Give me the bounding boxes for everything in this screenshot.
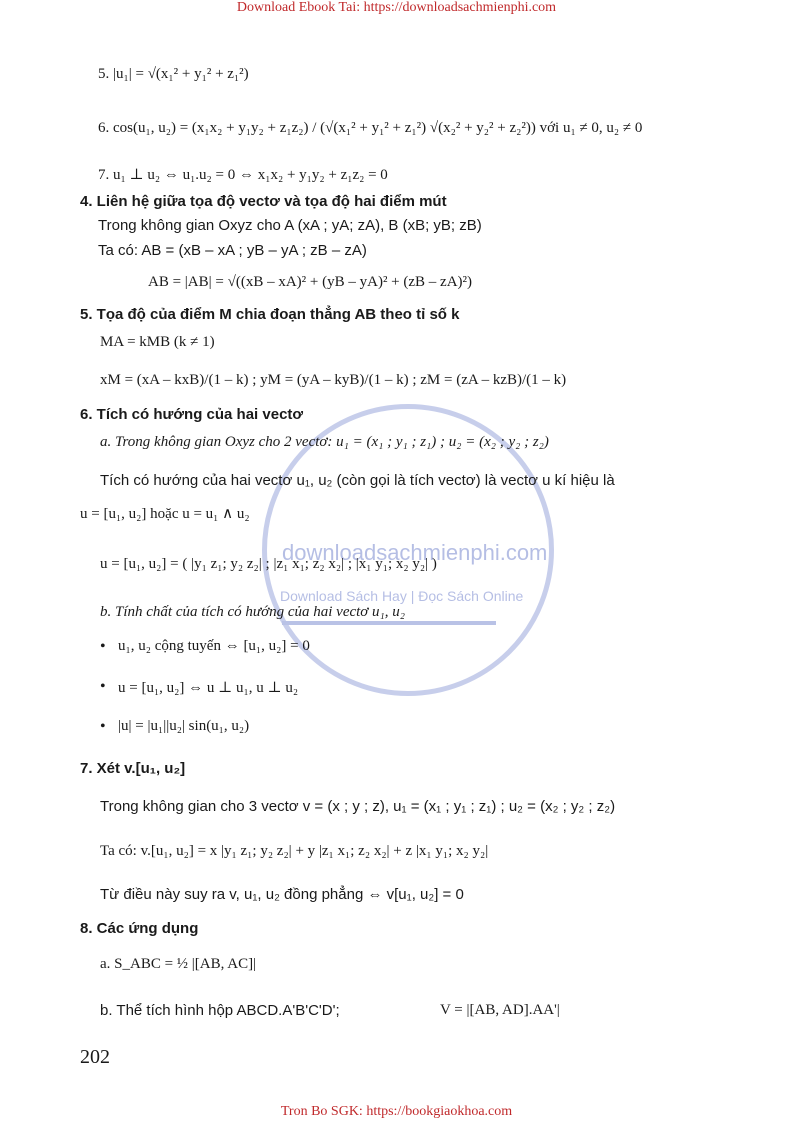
section-5-title: 5. Tọa độ của điểm M chia đoạn thẳng AB theo tỉ số k: [80, 306, 460, 323]
section-7-line-3: Từ điều này suy ra v, u₁, u₂ đồng phẳng ⇔ v[u₁, u₂] = 0: [100, 886, 464, 903]
bullet-1: •: [100, 638, 106, 655]
section-6-title: 6. Tích có hướng của hai vectơ: [80, 406, 304, 423]
section-6-property-2: u = [u₁, u₂] ⇔ u ⊥ u₁, u ⊥ u₂: [118, 680, 299, 696]
watermark-site: downloadsachmienphi.com: [282, 540, 548, 565]
section-5-line-2: xM = (xA – kxB)/(1 – k) ; yM = (yA – kyB)/(1 – k) ; zM = (zA – kzB)/(1 – k): [100, 372, 567, 388]
section-5-line-1: MA = kMB (k ≠ 1): [100, 334, 215, 350]
section-7-line-1: Trong không gian cho 3 vectơ v = (x ; y ; z), u₁ = (x₁ ; y₁ ; z₁) ; u₂ = (x₂ ; y₂ ; z₂): [100, 798, 616, 815]
section-6-line-3: u = [u₁, u₂] = ( |y₁ z₁; y₂ z₂| ; |z₁ x₁; z₂ x₂| ; |x₁ y₁; x₂ y₂| ): [100, 556, 437, 572]
bullet-2: •: [100, 678, 106, 695]
formula-7: 7. u₁ ⊥ u₂ ⇔ u₁.u₂ = 0 ⇔ x₁x₂ + y₁y₂ + z₁z₂ = 0: [98, 167, 388, 183]
section-6-property-1: u₁, u₂ cộng tuyến ⇔ [u₁, u₂] = 0: [118, 638, 310, 654]
watermark-tagline: Download Sách Hay | Đọc Sách Online: [280, 588, 524, 604]
bullet-3: •: [100, 718, 106, 735]
section-8-b-label: b. Thể tích hình hộp ABCD.A'B'C'D';: [100, 1002, 340, 1019]
section-7-line-2: Ta có: v.[u₁, u₂] = x |y₁ z₁; y₂ z₂| + y |z₁ x₁; z₂ x₂| + z |x₁ y₁; x₂ y₂|: [100, 843, 489, 859]
section-8-title: 8. Các ứng dụng: [80, 920, 199, 937]
section-6-b: b. Tính chất của tích có hướng của hai vectơ u₁, u₂: [100, 604, 405, 620]
section-4-line-3: AB = |AB| = √((xB – xA)² + (yB – yA)² + (zB – zA)²): [148, 274, 473, 290]
section-8-a: a. S_ABC = ½ |[AB, AC]|: [100, 956, 257, 972]
page-footer-link[interactable]: Tron Bo SGK: https://bookgiaokhoa.com: [280, 1104, 513, 1119]
page-number: 202: [80, 1046, 110, 1068]
section-6-a: a. Trong không gian Oxyz cho 2 vectơ: u₁ = (x₁ ; y₁ ; z₁) ; u₂ = (x₂ ; y₂ ; z₂): [100, 434, 549, 450]
section-7-title: 7. Xét v.[u₁, u₂]: [80, 760, 186, 777]
section-8-b-formula: V = |[AB, AD].AA'|: [440, 1002, 560, 1018]
section-6-line-1: Tích có hướng của hai vectơ u₁, u₂ (còn gọi là tích vectơ) là vectơ u kí hiệu là: [100, 472, 615, 489]
formula-6: 6. cos(u₁, u₂) = (x₁x₂ + y₁y₂ + z₁z₂) / (√(x₁² + y₁² + z₁²) √(x₂² + y₂² + z₂²)) với u₁ ≠ 0, u₂ ≠ 0: [98, 120, 643, 136]
watermark-bar: [282, 621, 496, 625]
section-4-line-2: Ta có: AB = (xB – xA ; yB – yA ; zB – zA): [98, 242, 367, 259]
section-4-title: 4. Liên hệ giữa tọa độ vectơ và tọa độ hai điểm mút: [80, 193, 447, 210]
section-6-property-3: |u| = |u₁||u₂| sin(u₁, u₂): [118, 718, 250, 734]
formula-5: 5. |u₁| = √(x₁² + y₁² + z₁²): [98, 66, 249, 82]
section-6-line-2: u = [u₁, u₂] hoặc u = u₁ ∧ u₂: [80, 506, 250, 522]
page-header-link[interactable]: Download Ebook Tai: https://downloadsachmienphi.com: [236, 0, 557, 15]
section-4-line-1: Trong không gian Oxyz cho A (xA ; yA; zA), B (xB; yB; zB): [98, 217, 482, 234]
